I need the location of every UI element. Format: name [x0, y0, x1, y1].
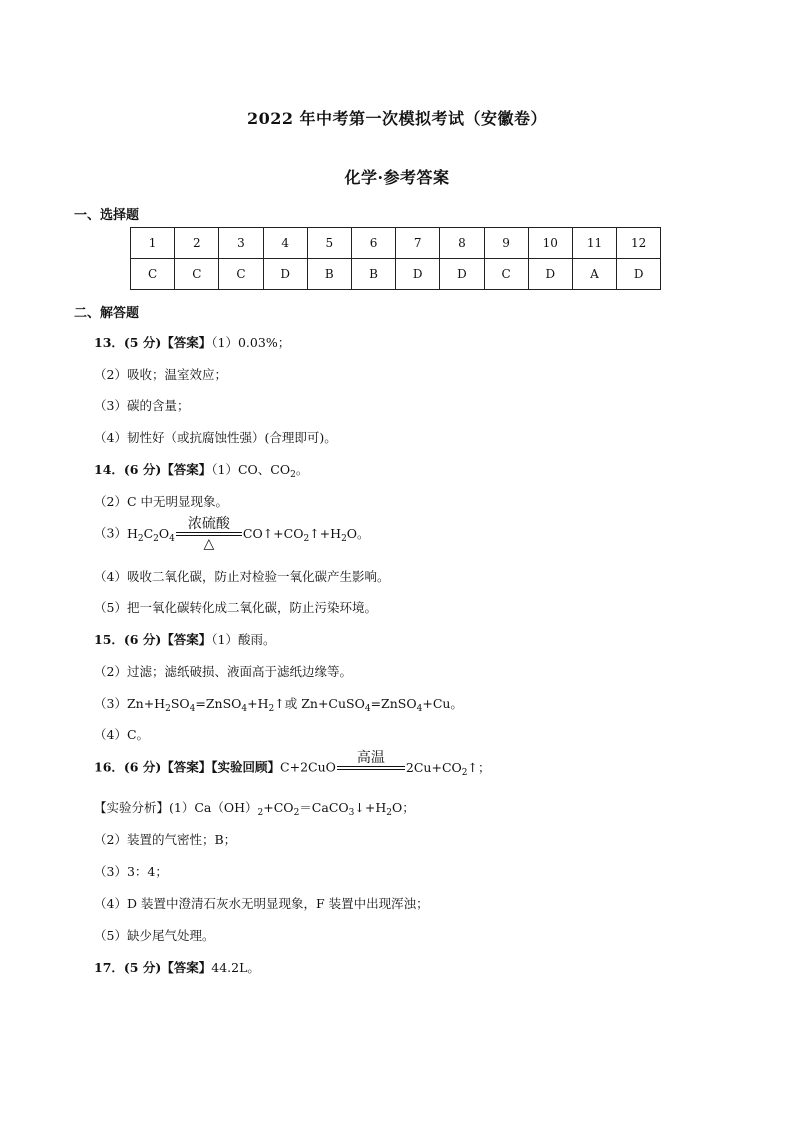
q14-reaction-condition [176, 516, 242, 552]
answer-cell: B [307, 259, 351, 290]
q13-line-2: （2）吸收；温室效应； [94, 367, 227, 382]
q13-label: 13．(5 分)【答案】 [94, 335, 212, 350]
q15-eq-1: $Zn+H_2SO_4=ZnSO_4+H_2↑$ [126, 696, 285, 714]
q14-period: 。 [295, 462, 309, 477]
section-heading-choice: 一、选择题 [74, 208, 140, 223]
q16-condition-top: 高温 [356, 750, 385, 766]
question-number-cell: 8 [440, 228, 484, 259]
q16-line-5: （4）D 装置中澄清石灰水无明显现象，F 装置中出现浑浊； [94, 896, 429, 911]
q16-tag-review: 【实验回顾】 [211, 759, 281, 775]
q15-eq-2: Zn+CuSO$_4$=ZnSO$_4$+Cu。 [297, 696, 463, 714]
q16-line-3: （2）装置的气密性；B； [94, 832, 237, 847]
q14-eq-left: $H_2C_2O_4$ [126, 525, 175, 544]
question-number-cell: 2 [175, 228, 219, 259]
q15-line-1 [94, 630, 275, 648]
q15-or: 或 [284, 696, 298, 711]
q14-condition-top: 浓硫酸 [187, 516, 230, 532]
q14-line-1 [94, 460, 308, 478]
q13-line-1 [94, 333, 290, 351]
answer-cell: C [131, 259, 175, 290]
q16-eq-2: $Ca(OH)_2+CO_2=CaCO_3↓+H_2O$； [194, 800, 415, 818]
question-number-cell: 9 [484, 228, 528, 259]
answer-cell: D [263, 259, 307, 290]
q14-line-3-prefix: （3） [94, 525, 127, 541]
question-number-cell: 4 [263, 228, 307, 259]
answer-cell: C [484, 259, 528, 290]
q14-subscript: 2 [290, 470, 296, 480]
q16-line-4: （3）3：4； [94, 864, 168, 879]
question-number-cell: 7 [396, 228, 440, 259]
q17-line-1 [94, 958, 260, 976]
page-title: 2022 年中考第一次模拟考试（安徽卷） [246, 109, 548, 128]
q14-line-2: （2）C 中无明显现象。 [94, 494, 228, 509]
q16-eq-left: C+2CuO [280, 759, 336, 775]
q15-line-2: （2）过滤；滤纸破损、液面高于滤纸边缘等。 [94, 664, 352, 679]
answer-table [130, 227, 661, 290]
q13-line-4: （4）韧性好（或抗腐蚀性强）(合理即可)。 [94, 430, 337, 445]
q16-eq-right: $2Cu+CO_2↑$； [405, 759, 491, 778]
q14-condition-bottom: △ [203, 536, 215, 552]
answer-cell: D [617, 259, 661, 290]
page-subtitle: 化学·参考答案 [344, 168, 450, 187]
section-heading-answers: 二、解答题 [74, 306, 140, 321]
answer-cell: D [440, 259, 484, 290]
answer-table-number-row [131, 228, 661, 259]
q14-label: 14．(6 分)【答案】 [94, 462, 212, 477]
q16-tag-analysis: 【实验分析】 [94, 800, 170, 815]
q14-answer-1: （1）CO、CO [211, 462, 291, 477]
q15-line-3-prefix: （3） [94, 696, 127, 711]
q14-line-4: （4）吸收二氧化碳，防止对检验一氧化碳产生影响。 [94, 569, 390, 584]
question-number-cell: 11 [572, 228, 616, 259]
q15-line-4: （4）C。 [94, 727, 150, 742]
answer-cell: A [572, 259, 616, 290]
q14-line-3 [94, 516, 370, 552]
q15-line-3 [94, 694, 463, 712]
q17-label: 17．(5 分)【答案】 [94, 960, 212, 975]
q15-answer-1: （1）酸雨。 [211, 632, 276, 647]
answer-table-answer-row [131, 259, 661, 290]
q15-label: 15．(6 分)【答案】 [94, 632, 212, 647]
q13-answer-1: （1）0.03%； [211, 335, 291, 350]
answer-cell: D [396, 259, 440, 290]
q16-line-2-prefix: (1） [169, 800, 195, 815]
answer-cell: B [351, 259, 395, 290]
answer-cell: D [528, 259, 572, 290]
q13-line-3: （3）碳的含量； [94, 398, 190, 413]
answer-cell: C [219, 259, 263, 290]
question-number-cell: 10 [528, 228, 572, 259]
q14-eq-right: $CO↑+CO_2↑+H_2O$。 [242, 525, 370, 544]
q14-line-5: （5）把一氧化碳转化成二氧化碳，防止污染环境。 [94, 600, 377, 615]
q16-line-6: （5）缺少尾气处理。 [94, 928, 215, 943]
question-number-cell: 6 [351, 228, 395, 259]
q16-line-2 [94, 798, 415, 816]
question-number-cell: 1 [131, 228, 175, 259]
question-number-cell: 5 [307, 228, 351, 259]
question-number-cell: 12 [617, 228, 661, 259]
q17-answer: 44.2L。 [211, 960, 260, 975]
q16-line-1 [94, 750, 490, 786]
q16-reaction-condition [337, 750, 405, 786]
answer-cell: C [175, 259, 219, 290]
question-number-cell: 3 [219, 228, 263, 259]
q16-label: 16．(6 分)【答案】 [94, 759, 212, 775]
